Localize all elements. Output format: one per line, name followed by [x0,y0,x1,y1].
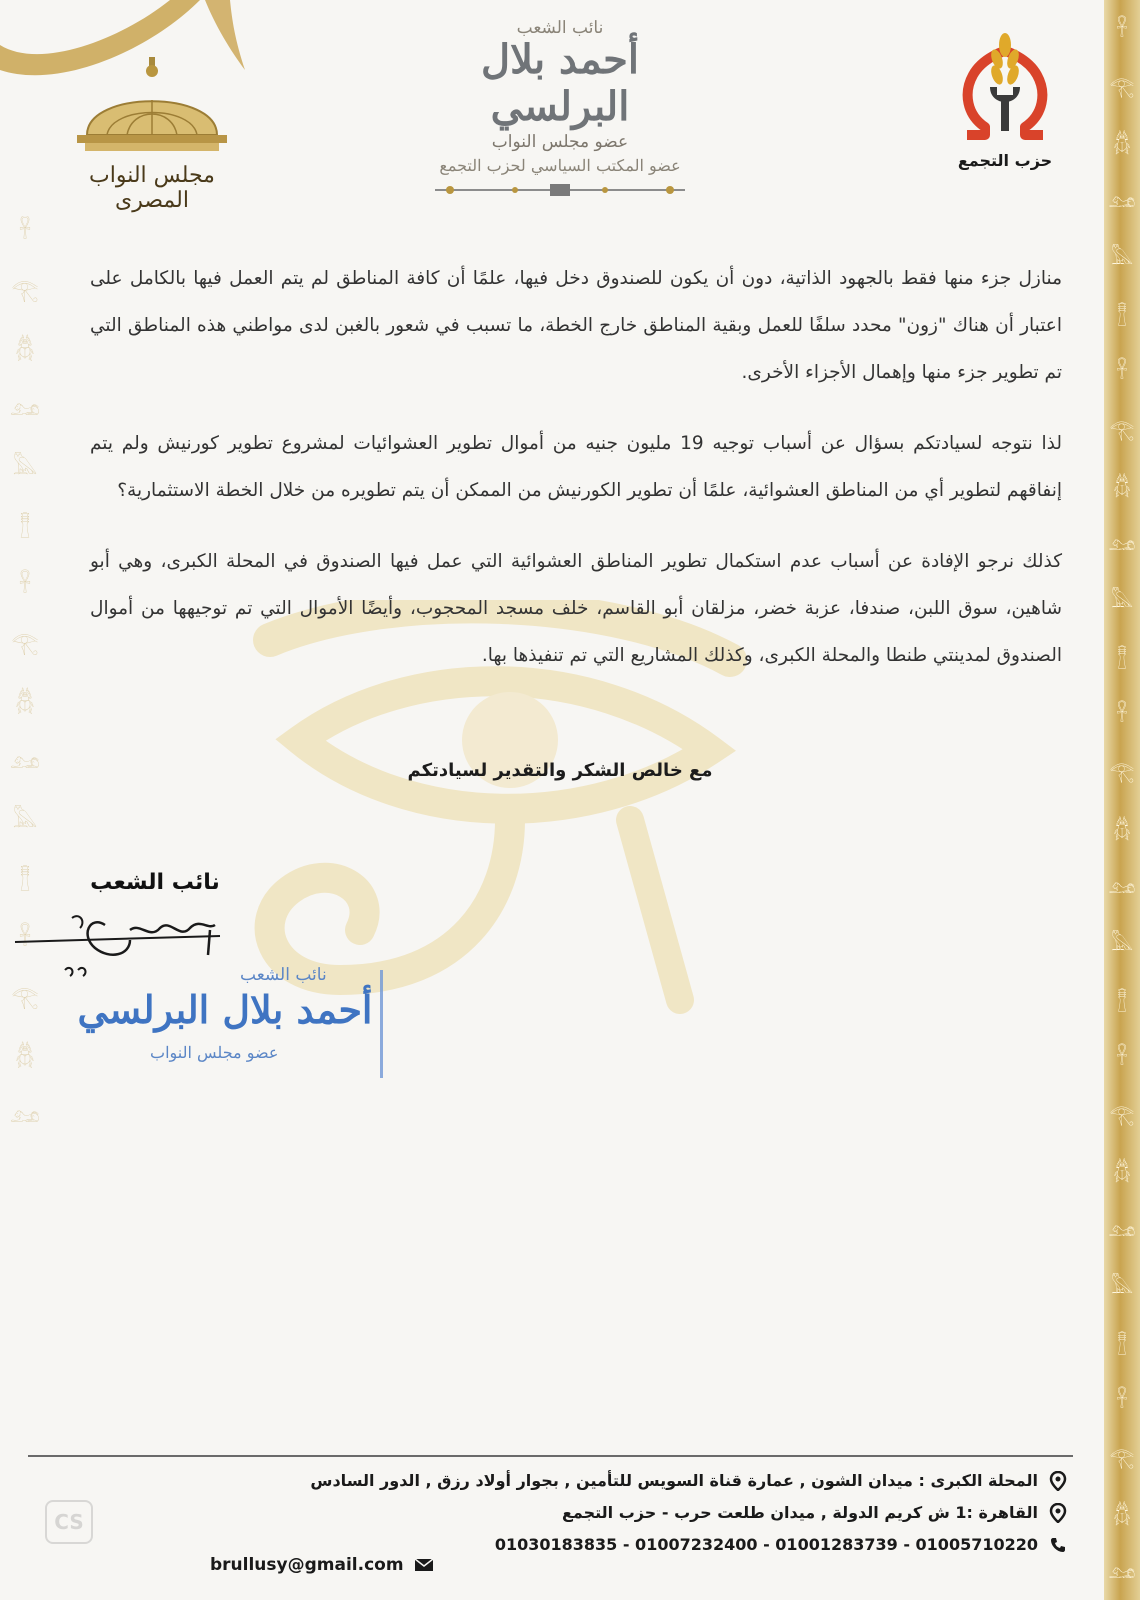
address-cairo: القاهرة :1 ش كريم الدولة , ميدان طلعت حرب - حزب التجمع [561,1503,1038,1522]
body-paragraph: كذلك نرجو الإفادة عن أسباب عدم استكمال تطوير المناطق العشوائية التي عمل فيها الصندوق في المحلة الكبرى، وهي أبو شاهين، سوق اللبن، صندفا، عزبة خضر، مزلقان أبو القاسم، خلف مسجد المحجوب، وأيضًا الأموال التي تم توجيهها من أموال الصندوق لمدينتي طنطا والمحلة الكبرى، وكذلك المشاريع التي تم تنفيذها بها. [90,551,1062,666]
closing-line: مع خالص الشكر والتقدير لسيادتكم [407,760,713,781]
deputy-membership: عضو مجلس النواب [491,132,629,152]
deputy-role: نائب الشعب [516,18,604,38]
deputy-bureau: عضو المكتب السياسي لحزب التجمع [439,156,681,175]
left-hieroglyph-strip: 𓋹 𓂀 𓆣 𓃭 𓅓 𓊽 𓋹 𓂀 𓆣 𓃭 𓅓 𓊽 𓋹 𓂀 𓆣 𓃭 [10,219,40,1128]
stamp-name: أحمد بلال البرلسي [77,987,373,1032]
body-paragraph: لذا نتوجه لسيادتكم بسؤال عن أسباب توجيه 19 مليون جنيه من أموال تطوير العشوائيات لمشروع تطوير كورنيش ولم يتم إنفاقهم لتطوير أي من المناطق العشوائية، علمًا أن تطوير الكورنيش من الممكن أن يتم تطويره من خلال الخطة الاستثمارية؟ [90,433,1062,501]
stamp-role: نائب الشعب [240,965,327,985]
parliament-logo [62,55,242,213]
footer-divider [28,1455,1073,1457]
body-paragraph: منازل جزء منها فقط بالجهود الذاتية، دون أن يكون للصندوق دخل فيها، علمًا أن كافة المناطق لم يتم العمل فيها بالكامل على اعتبار أن هناك "زون" محدد سلفًا للعمل وبقية المناطق خارج الخطة، ما تسبب في شعور بالغبن لدى مواطني هذه المناطق التي تم تطوير جزء منها وإهمال الأجزاء الأخرى. [90,268,1062,383]
signature-title: نائب الشعب [90,870,220,895]
header-ornament [430,181,690,199]
party-name: حزب التجمع [957,151,1053,170]
stamp-border [380,970,383,1078]
letter-body [90,255,1062,703]
footer-address-cairo-row [28,1497,1068,1529]
phone-numbers: 01030183835 - 01007232400 - 01001283739 - 01005710220 [494,1535,1038,1554]
deputy-header [410,18,710,203]
deputy-name: أحمد بلال البرلسي [481,36,639,130]
right-hieroglyph-border: 𓋹 𓂀 𓆣 𓃭 𓅓 𓊽 𓋹 𓂀 𓆣 𓃭 𓅓 𓊽 𓋹 𓂀 𓆣 𓃭 𓅓 𓊽 𓋹 𓂀 𓆣 𓃭 𓅓 𓊽 𓋹 𓂀 𓆣 𓃭 [1104,0,1140,1600]
footer-phones-row [28,1529,1068,1561]
phone-icon [1048,1535,1068,1555]
party-logo [950,15,1060,170]
parliament-name: مجلس النواب المصرى [89,163,215,213]
location-pin-icon [1048,1503,1068,1523]
deputy-stamp [70,965,400,1080]
footer-address-mahalla-row [28,1465,1068,1497]
camscanner-logo-icon: CS [45,1500,93,1544]
parliament-dome-icon [67,55,237,155]
email-address: brullusy@gmail.com [210,1555,404,1575]
wheat-wrench-icon [955,15,1055,145]
address-mahalla: المحلة الكبرى : ميدان الشون , عمارة قناة السويس للتأمين , بجوار أولاد رزق , الدور السادس [310,1471,1038,1490]
footer-contacts [28,1465,1068,1561]
scanner-watermark [45,1500,93,1544]
footer-email-row [210,1555,434,1575]
stamp-membership: عضو مجلس النواب [150,1043,279,1062]
location-pin-icon [1048,1471,1068,1491]
envelope-icon [414,1555,434,1575]
